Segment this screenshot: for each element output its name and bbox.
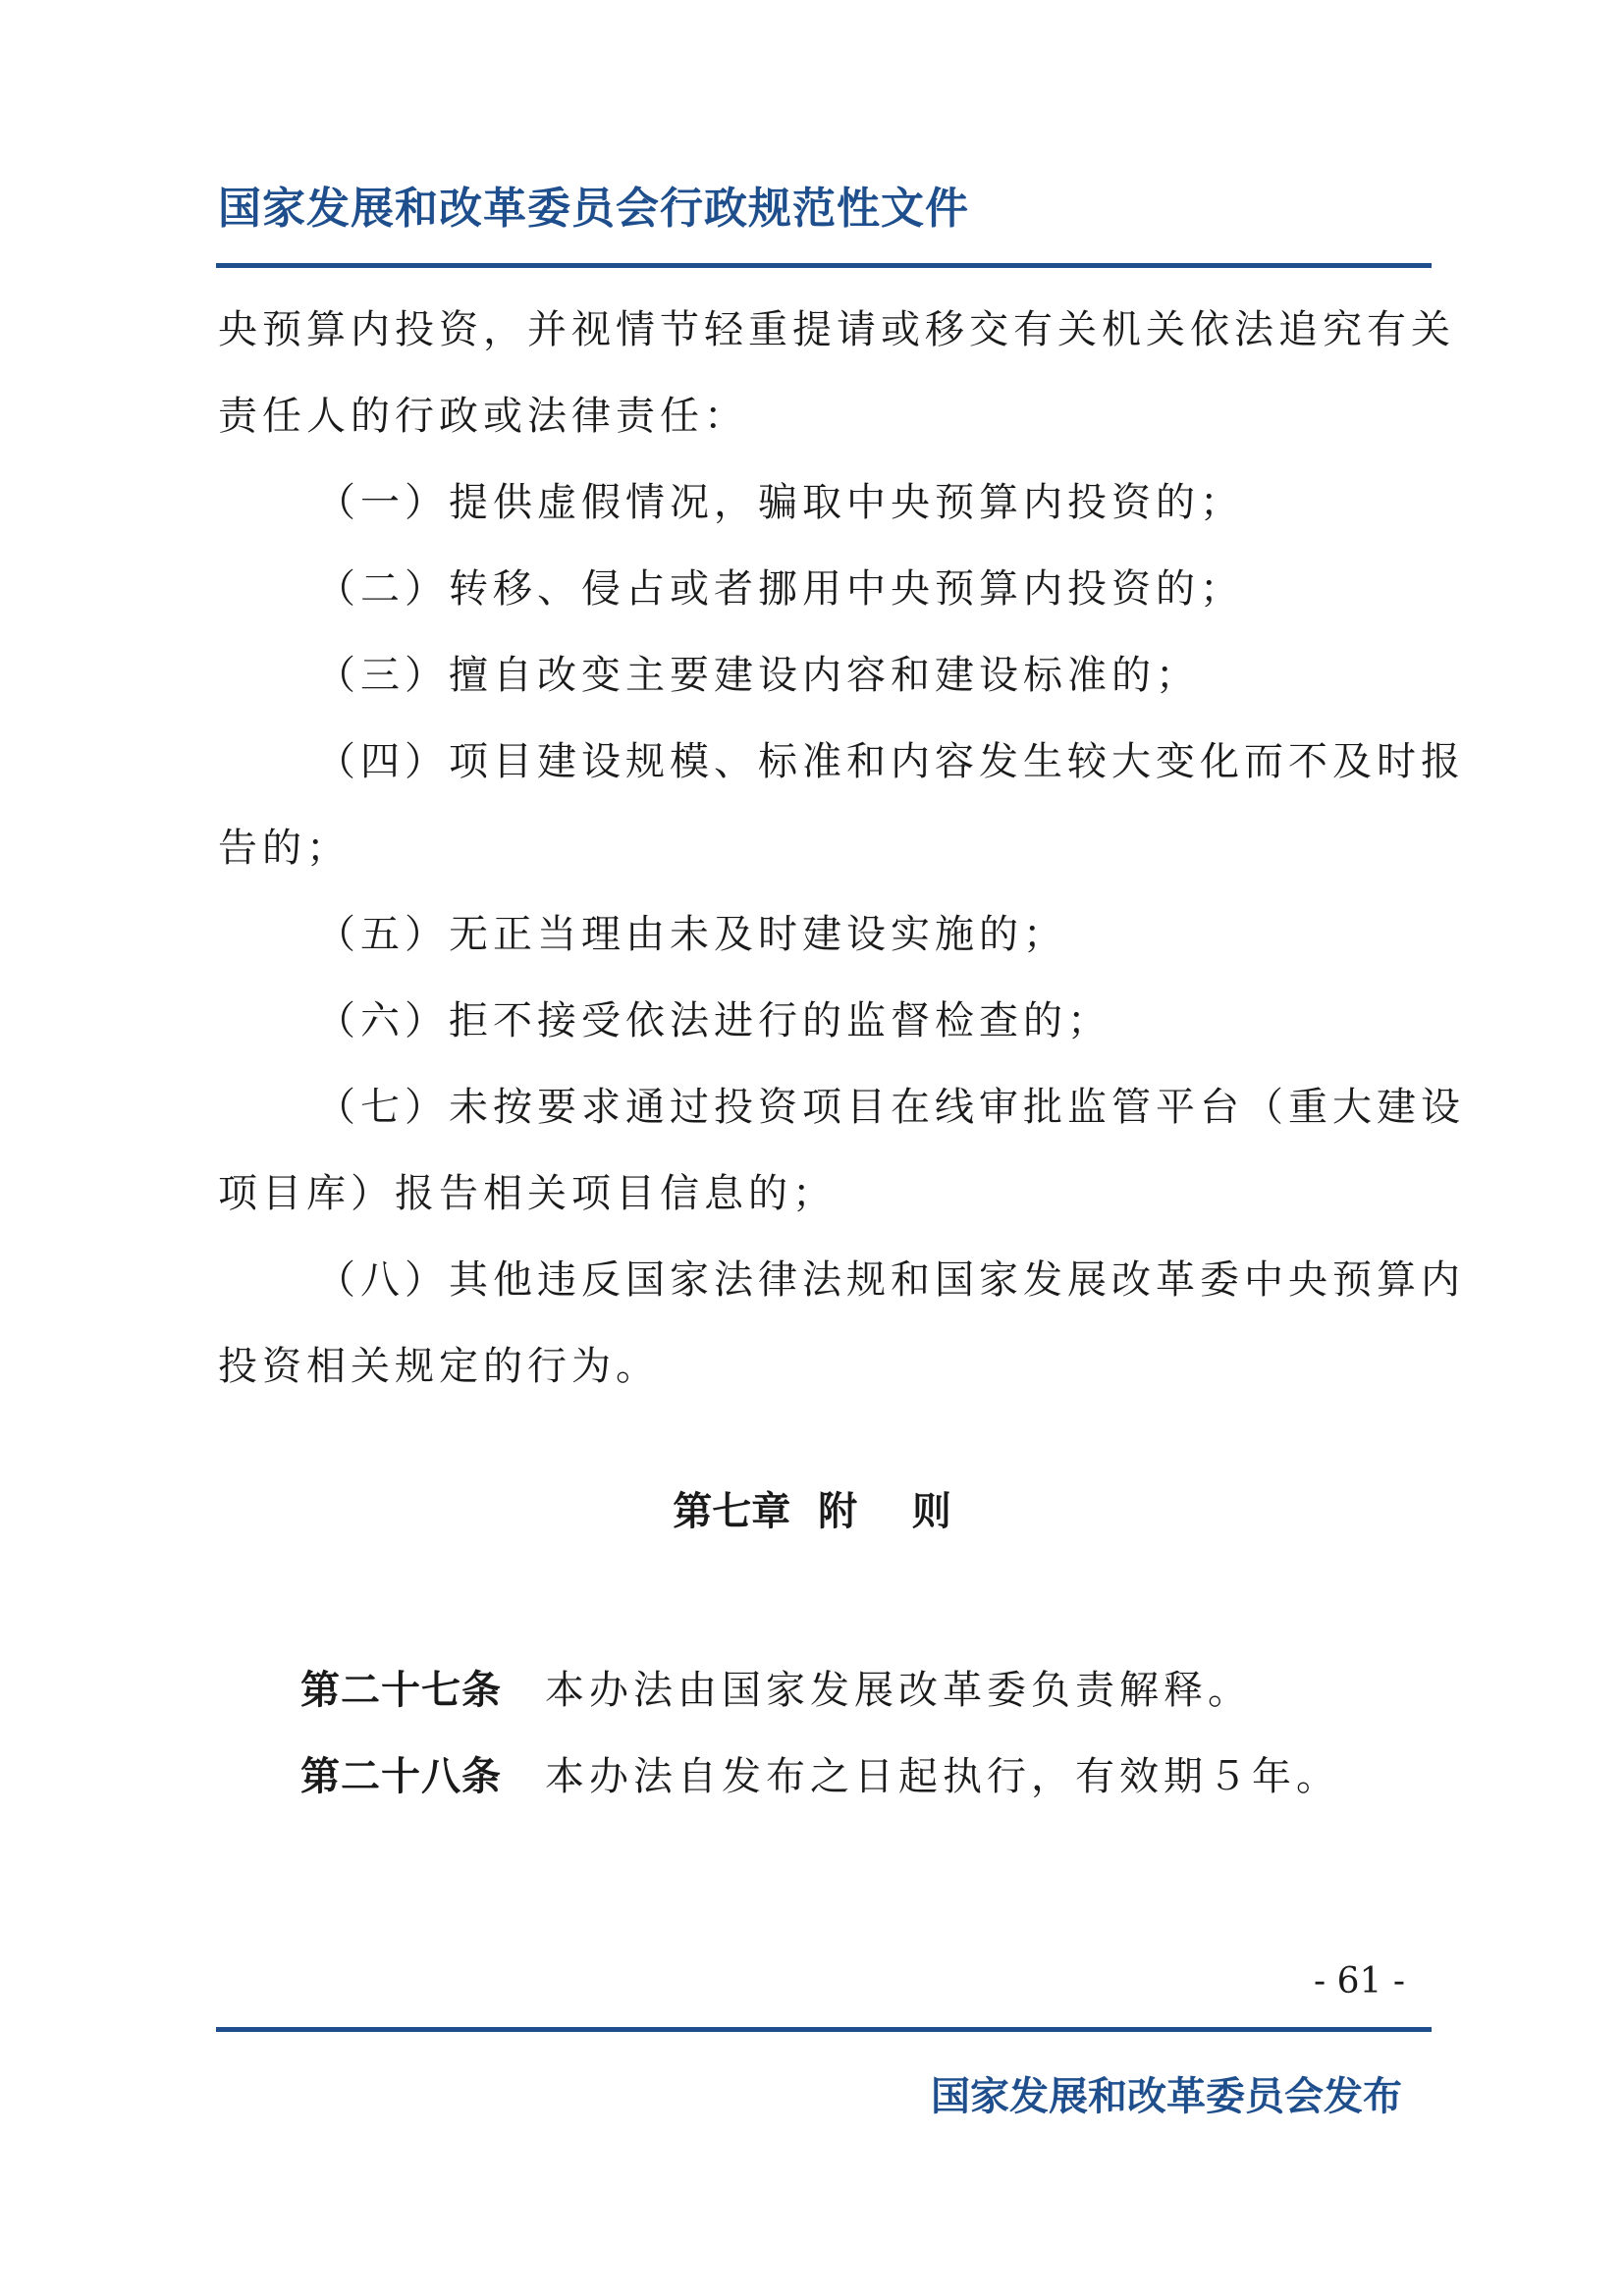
article-label: 第二十七条 — [300, 1668, 502, 1713]
list-item: （三）擅自改变主要建设内容和建设标准的； — [316, 653, 1200, 698]
article-27 — [300, 1659, 1252, 1715]
chapter-title: 第七章 附 则 — [673, 1489, 951, 1534]
list-item: （七）未按要求通过投资项目在线审批监管平台（重大建设 — [316, 1085, 1465, 1130]
footer-publisher: 国家发展和改革委员会发布 — [931, 2074, 1402, 2119]
list-item: （五）无正当理由未及时建设实施的； — [316, 912, 1067, 957]
footer-divider — [216, 2027, 1432, 2032]
list-item: （一）提供虚假情况，骗取中央预算内投资的； — [316, 480, 1244, 525]
list-item-continuation: 投资相关规定的行为。 — [218, 1344, 660, 1389]
article-label: 第二十八条 — [300, 1754, 502, 1799]
page-number: - 61 - — [1314, 1961, 1406, 2002]
article-28 — [300, 1745, 1340, 1801]
list-item: （六）拒不接受依法进行的监督检查的； — [316, 998, 1111, 1043]
list-item: （二）转移、侵占或者挪用中央预算内投资的； — [316, 566, 1244, 612]
article-text: 本办法自发布之日起执行，有效期５年。 — [545, 1754, 1340, 1799]
document-header-title: 国家发展和改革委员会行政规范性文件 — [218, 184, 969, 234]
list-item-continuation: 项目库）报告相关项目信息的； — [218, 1171, 837, 1216]
list-item: （四）项目建设规模、标准和内容发生较大变化而不及时报 — [316, 739, 1465, 784]
body-paragraph: 央预算内投资，并视情节轻重提请或移交有关机关依法追究有关 — [218, 307, 1455, 352]
list-item-continuation: 告的； — [218, 826, 351, 871]
body-paragraph: 责任人的行政或法律责任： — [218, 394, 748, 439]
article-text: 本办法由国家发展改革委负责解释。 — [545, 1668, 1252, 1713]
list-item: （八）其他违反国家法律法规和国家发展改革委中央预算内 — [316, 1257, 1465, 1303]
header-divider — [216, 263, 1432, 268]
document-body — [218, 287, 1465, 1410]
